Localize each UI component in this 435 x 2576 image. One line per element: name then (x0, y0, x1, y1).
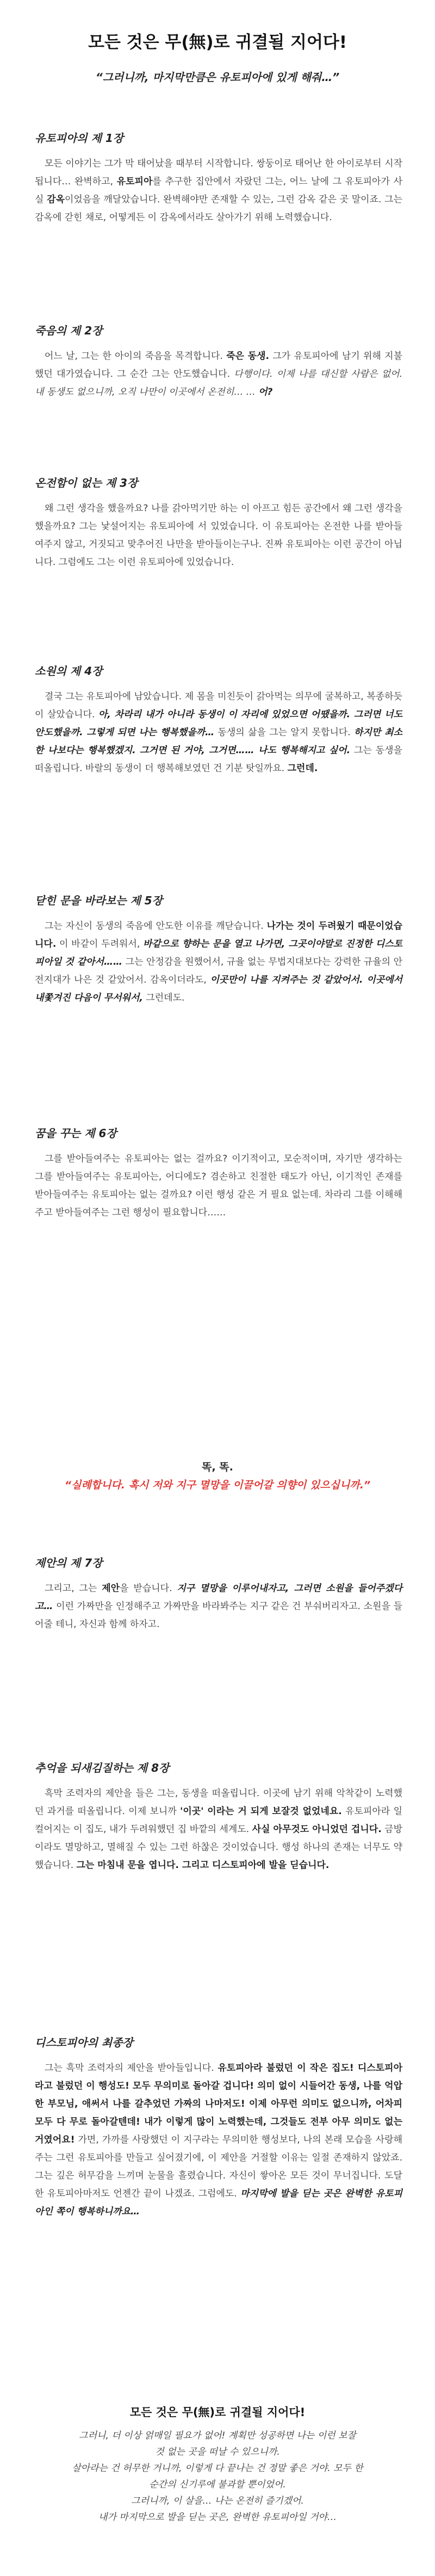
text-run: 그리고, 그는 (45, 1583, 102, 1594)
text-run: 제안 (102, 1583, 120, 1594)
text-run: 어? (258, 387, 273, 398)
text-run: '이곳' 이라는 거 되게 보잘것 없었네요. (180, 1806, 342, 1817)
text-run: 이 바같이 두려워서, (56, 939, 143, 949)
chapter-2 (35, 322, 402, 401)
chapter-body (35, 1785, 402, 1874)
text-run: 그는 자신이 동생의 죽음에 안도한 이유를 깨닫습니다. (45, 921, 267, 932)
text-run: 이곳만이 나를 지켜주는 것 같았어서. 이곳에서 내쫓겨진 다음이 무서워서, (35, 974, 402, 1003)
chapter-title: 꿈을 꾸는 제 6장 (35, 1127, 117, 1140)
chapter-body (35, 1580, 402, 1634)
ending-line: 그러니까, 이 살을… 나는 온전히 즐기겠어. (131, 2496, 304, 2506)
chapter-title: 닫힌 문을 바라보는 제 5장 (35, 894, 163, 907)
chapter-title: 죽음의 제 2장 (35, 324, 103, 337)
text-run: 가면, 가까를 사랑했던 이 지구라는 무의미한 행성보다, 나의 본래 모습을 사랑해주는 그런 유토피아를 만들고 싶어졌기에, 이 제안을 거절할 이유는 일절 존재하지 않았죠. 그는 깊은 허무감을 느끼며 눈물을 흘렸습니다. 자신이 쌓아온 모든 것이 무너집니다. 도달한 유토피아마저도 언젠간 끝이 나겠죠. 그럼에도. (35, 2134, 402, 2199)
text-run: 이었음을 깨달았습니다. 완벽해야만 존재할 수 있는, 그런 감옥 같은 곳 말이죠. 그는 감옥에 갇힌 채로, 어떻게든 이 감옥에서라도 살아가기 위해 노력했습니다. (35, 194, 402, 223)
text-run: 를 추구한 집안에서 자랐던 그는, 어느 날에 그 유토피아가 사실 (35, 176, 402, 205)
chapter-paragraph (35, 1580, 402, 1634)
text-run: 아, 차라리 내가 아니라 동생이 이 자리에 있었으면 어땠을까. 그러면 너도 안도했을까. 그렇게 되면 나는 행복했을까… (35, 709, 402, 738)
chapter-body (35, 1150, 402, 1222)
chapter-paragraph (35, 688, 402, 778)
text-run: 그런데. (287, 763, 318, 774)
knock-scene (0, 1459, 435, 1492)
ending-line: 내가 마지막으로 발을 딛는 곳은, 완벽한 유토피아일 거야… (98, 2512, 337, 2523)
chapter-body (35, 347, 402, 401)
text-run: 어느 날, 그는 한 아이의 죽음을 목격합니다. (45, 351, 227, 362)
chapter-body (35, 917, 402, 1007)
chapter-7 (35, 1554, 402, 1634)
text-run: 유토피아라 일컬어지는 이 집도, 내가 두려워했던 집 바깥의 세계도. (35, 1806, 402, 1835)
chapter-body (35, 500, 402, 572)
text-run: 마지막에 발을 딛는 곳은 완벽한 유토피아인 쪽이 행복하니까요… (35, 2188, 403, 2217)
ending-line: 그러니, 더 이상 얽매일 필요가 없어! 계획만 성공하면 나는 이런 보잘 (79, 2430, 356, 2441)
text-run: 바같으로 향하는 문을 열고 나가면, 그곳이야말로 진정한 디스토피아일 것 같아서…… (35, 939, 402, 967)
chapter-body (35, 2059, 402, 2221)
chapter-body (35, 155, 402, 227)
chapter-body (35, 688, 402, 778)
chapter-9 (35, 2034, 402, 2221)
chapter-4 (35, 662, 402, 778)
chapter-1 (35, 129, 402, 227)
chapter-paragraph (35, 500, 402, 572)
ending-section (0, 2404, 435, 2525)
text-run: 유토피아 (116, 176, 153, 187)
chapter-title: 유토피아의 제 1장 (35, 132, 124, 145)
page-subtitle: “그러니까, 마지막만큼은 유토피아에 있게 해줘…” (95, 71, 340, 84)
text-run: 지구 멸망을 이루어내자고, 그러면 소원을 들어주겠다고… (35, 1583, 402, 1612)
text-run: 그가 유토피아에 남기 위해 지불했던 대가였습니다. 그 순간 그는 안도했습니다. (35, 351, 402, 380)
page-title: 모든 것은 무(無)로 귀결될 지어다! (88, 33, 347, 52)
text-run: 그는 마침내 문을 엽니다. 그리고 디스토피아에 발을 딛습니다. (76, 1860, 330, 1871)
text-run: 하지만 최소한 나보다는 행복했겠지. 그거면 된 거야, 그거면…… 나도 행복해지고 싶어. (35, 727, 403, 756)
chapter-8 (35, 1759, 402, 1874)
chapter-paragraph (35, 155, 402, 227)
text-run: 그는 동생을 떠올립니다. 바랄의 동생이 더 행복해보였던 건 기분 탓일까요. (35, 745, 402, 774)
text-run: 유토피아라 불렀던 이 작은 집도! 디스토피아라고 불렀던 이 행성도! 모두 무의미로 돌아갈 겁니다! 의미 없이 시들어간 동생, 나를 억압한 부모님, 애써서 나를 갈추었던 가짜의 나마저도! 이제 아무런 의미도 없으니까, 어차피 모두 다 무로 돌아갈텐데! 내가 이렇게 많이 노력했는데, 그것들도 전부 아무 의미도 없는 거였어요! (35, 2063, 402, 2145)
text-run: 동생의 삶을 그는 알지 못합니다. (214, 727, 355, 738)
chapter-paragraph (35, 1785, 402, 1874)
chapter-paragraph (35, 917, 402, 1007)
text-run: 결국 그는 유토피아에 남았습니다. 제 몸을 미친듯이 갉아먹는 의무에 굴복하고, 복종하듯이 살았습니다. (35, 691, 402, 720)
text-run: 이런 가짜만을 인정해주고 가짜만을 바라봐주는 지구 같은 건 부숴버리자고. 소원을 들어줄 테니, 자신과 함께 하자고. (35, 1601, 402, 1630)
text-run: 그는 흑막 조력자의 제안을 받아들입니다. (45, 2063, 218, 2074)
text-run: 감옥 (47, 194, 65, 205)
text-run: 사실 아무것도 아니었던 겁니다. (252, 1824, 382, 1835)
knock-sound: 똑, 똑. (202, 1461, 233, 1473)
ending-title: 모든 것은 무(無)로 귀결될 지어다! (129, 2406, 306, 2419)
text-run: 그런데도. (142, 992, 185, 1003)
text-run: 다행이다. 이제 나를 대신할 사람은 없어. 내 동생도 없으니까, 오직 나만이 이곳에서 온전히… … (35, 369, 403, 398)
ending-line: 순간의 신기루에 불과할 뿐이었어. (149, 2479, 286, 2490)
text-run: 을 받습니다. (120, 1583, 177, 1594)
chapter-title: 소원의 제 4장 (35, 665, 103, 678)
ending-line: 것 없는 곳을 떠날 수 있으니까. (155, 2447, 280, 2457)
text-run: 그는 안정감을 원했어서, 규율 없는 무법지대보다는 강력한 규율의 안전지대가 나은 것 같았어서. 감옥이더라도, (35, 957, 402, 985)
chapter-title: 온전함이 없는 제 3장 (35, 476, 138, 489)
chapter-paragraph (35, 2059, 402, 2221)
text-run: 왜 그런 생각을 했을까요? 나를 갉아먹기만 하는 이 아프고 힘든 공간에서 왜 그런 생각을 했을까요? 그는 낯설어지는 유토피아에 서 있었습니다. 이 유토피아는 온전한 나를 받아들여주지 않고, 거짓되고 맞추어진 나만을 받아들이는구나. 진짜 유토피아는 이런 공간이 아닙니다. 그럼에도 그는 이런 유토피아에 있었습니다. (35, 503, 402, 568)
text-run: 그를 받아들여주는 유토피아는 없는 걸까요? 이기적이고, 모순적이며, 자기만 생각하는 그를 받아들여주는 유토피아는, 어디에도? 겸손하고 친절한 태도가 아닌, 이기적인 존재를 받아들여주는 유토피아는 없는 걸까요? 이런 행성 같은 거 필요 없는데. 차라리 그를 이해해주고 받아들여주는 그런 행성이 필요합니다…… (35, 1153, 402, 1218)
chapter-5 (35, 892, 402, 1007)
text-run: 나가는 것이 두려웠기 때문이었습니다. (35, 921, 403, 949)
chapter-title: 추억을 되새김질하는 제 8장 (35, 1761, 170, 1774)
knock-line: “실례합니다. 혹시 저와 지구 멸망을 이끌어갈 의향이 있으십니까.” (64, 1479, 371, 1491)
chapter-paragraph (35, 347, 402, 401)
chapter-title: 디스토피아의 최종장 (35, 2036, 133, 2049)
text-run: 흑막 조력자의 제안을 들은 그는, 동생을 떠올립니다. 이곳에 남기 위해 악착같이 노력했던 과거를 떠올립니다. 이제 보니까 (35, 1788, 402, 1817)
text-run: 죽은 동생. (226, 351, 270, 362)
chapter-title: 제안의 제 7장 (35, 1556, 103, 1569)
chapter-3 (35, 474, 402, 572)
ending-line: 살아라는 건 허무한 거니까, 이렇게 다 끝나는 건 정말 좋은 거야. 모두 한 (72, 2463, 363, 2474)
text-run: 모든 이야기는 그가 막 태어났을 때부터 시작합니다. 쌍둥이로 태어난 한 아이로부터 시작됩니다… 완벽하고, (35, 158, 402, 187)
chapter-paragraph (35, 1150, 402, 1222)
text-run: 금방이라도 멸망하고, 멸해질 수 있는 그런 하찮은 것이었습니다. 행성 하나의 존재는 너무도 약했습니다. (35, 1824, 402, 1871)
chapter-6 (35, 1125, 402, 1222)
